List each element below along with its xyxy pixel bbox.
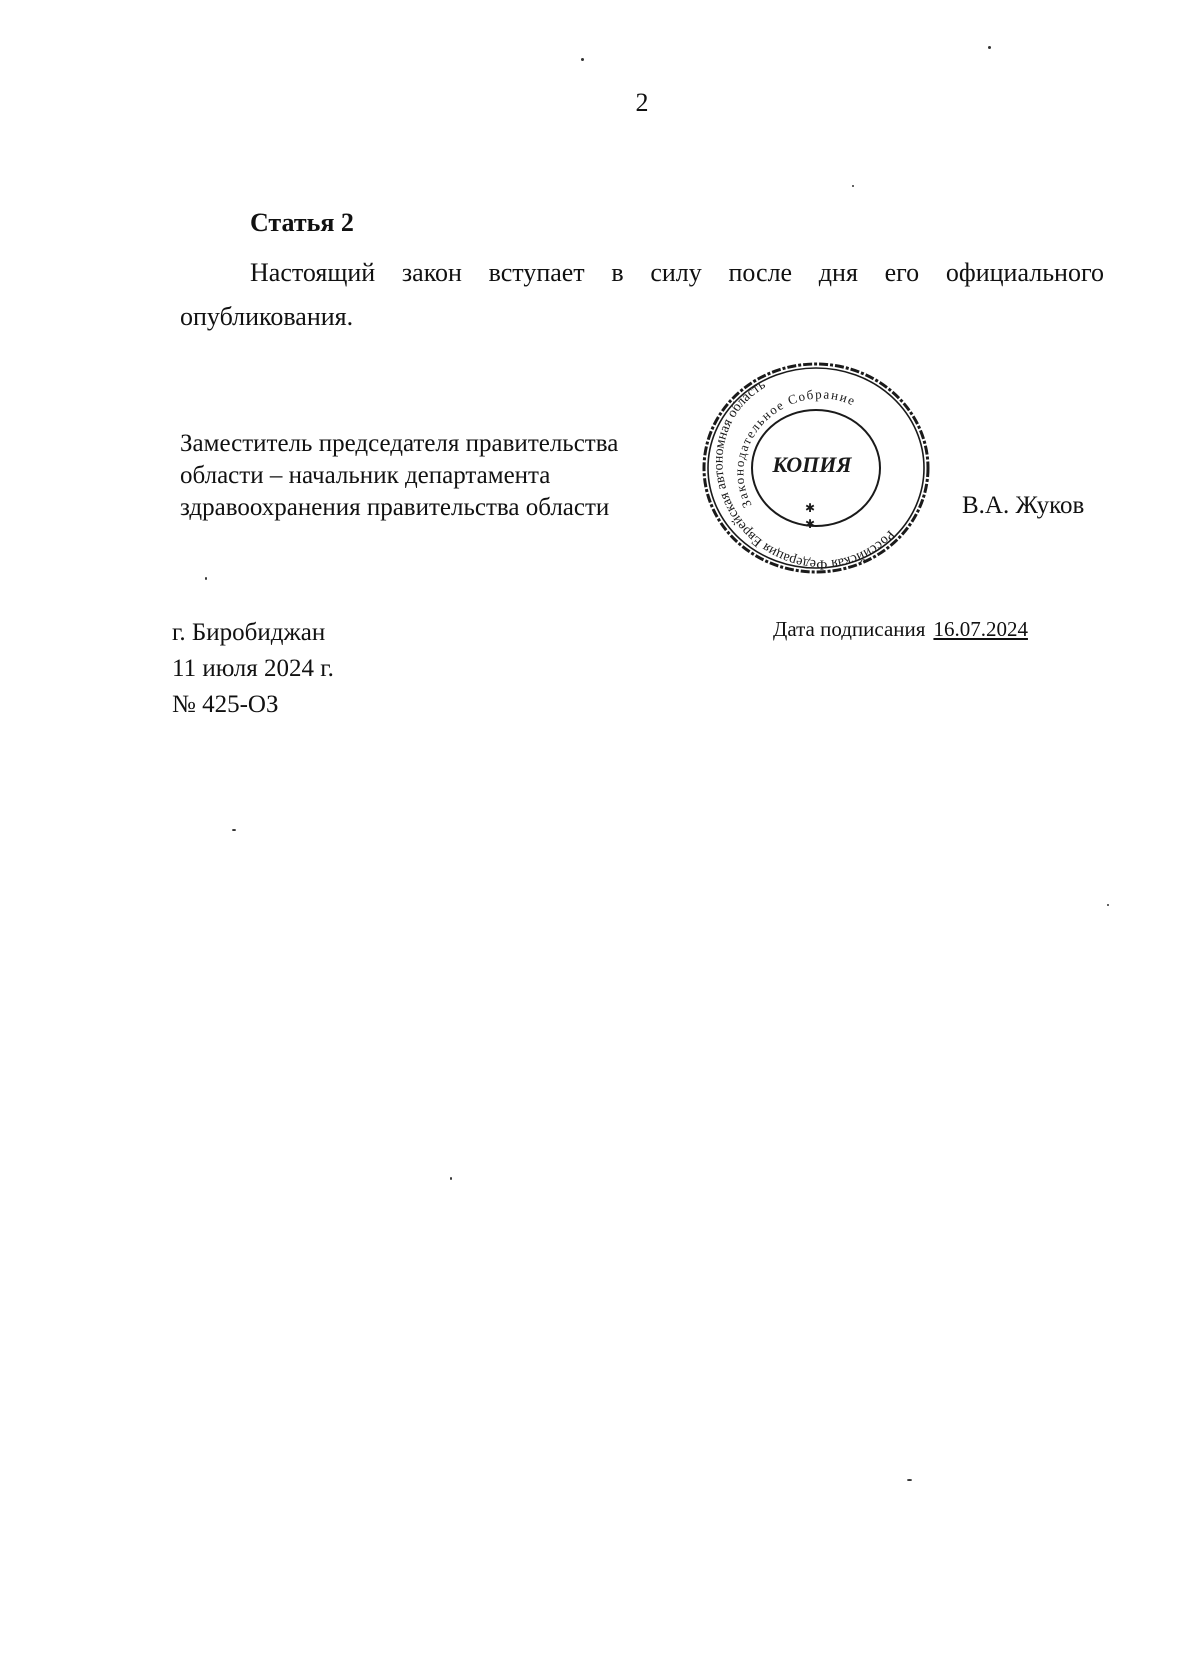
scan-speck <box>1107 904 1109 906</box>
place-block <box>172 615 334 723</box>
city: г. Биробиджан <box>172 619 326 646</box>
seal-center-text: КОПИЯ <box>772 452 852 477</box>
seal-outer-text: Российская Федерация Еврейская автономная область <box>711 377 898 572</box>
seal-star-icon: ✱ <box>804 501 816 515</box>
article-heading: Статья 2 <box>250 208 354 237</box>
signing-date <box>773 617 1028 642</box>
scan-speck <box>581 58 584 61</box>
signatory-title <box>180 428 700 524</box>
signatory-title-line: здравоохранения правительства области <box>180 494 610 521</box>
signatory-name: В.А. Жуков <box>962 492 1085 519</box>
signatory-title-line: области – начальник департамента <box>180 462 551 489</box>
law-date: 11 июля 2024 г. <box>172 655 334 682</box>
scan-speck <box>232 829 236 831</box>
scan-speck <box>450 1177 452 1180</box>
article-text-content: Настоящий закон вступает в силу после дня его официального опубликования. <box>180 258 1104 331</box>
scan-speck <box>205 577 207 580</box>
article-text <box>180 251 1104 339</box>
page-number: 2 <box>635 88 649 117</box>
seal-inner-text: Законодательное Собрание <box>731 386 859 511</box>
scan-speck <box>852 185 854 187</box>
signing-date-value: 16.07.2024 <box>933 617 1028 641</box>
scan-speck <box>907 1479 912 1481</box>
official-seal <box>700 360 932 576</box>
seal-star-icon: ✱ <box>804 517 816 531</box>
signing-date-label: Дата подписания <box>773 617 926 641</box>
seal-graphic <box>700 360 932 576</box>
law-number: № 425-ОЗ <box>172 691 279 718</box>
signatory-title-line: Заместитель председателя правительства <box>180 430 619 457</box>
scan-speck <box>988 46 991 49</box>
